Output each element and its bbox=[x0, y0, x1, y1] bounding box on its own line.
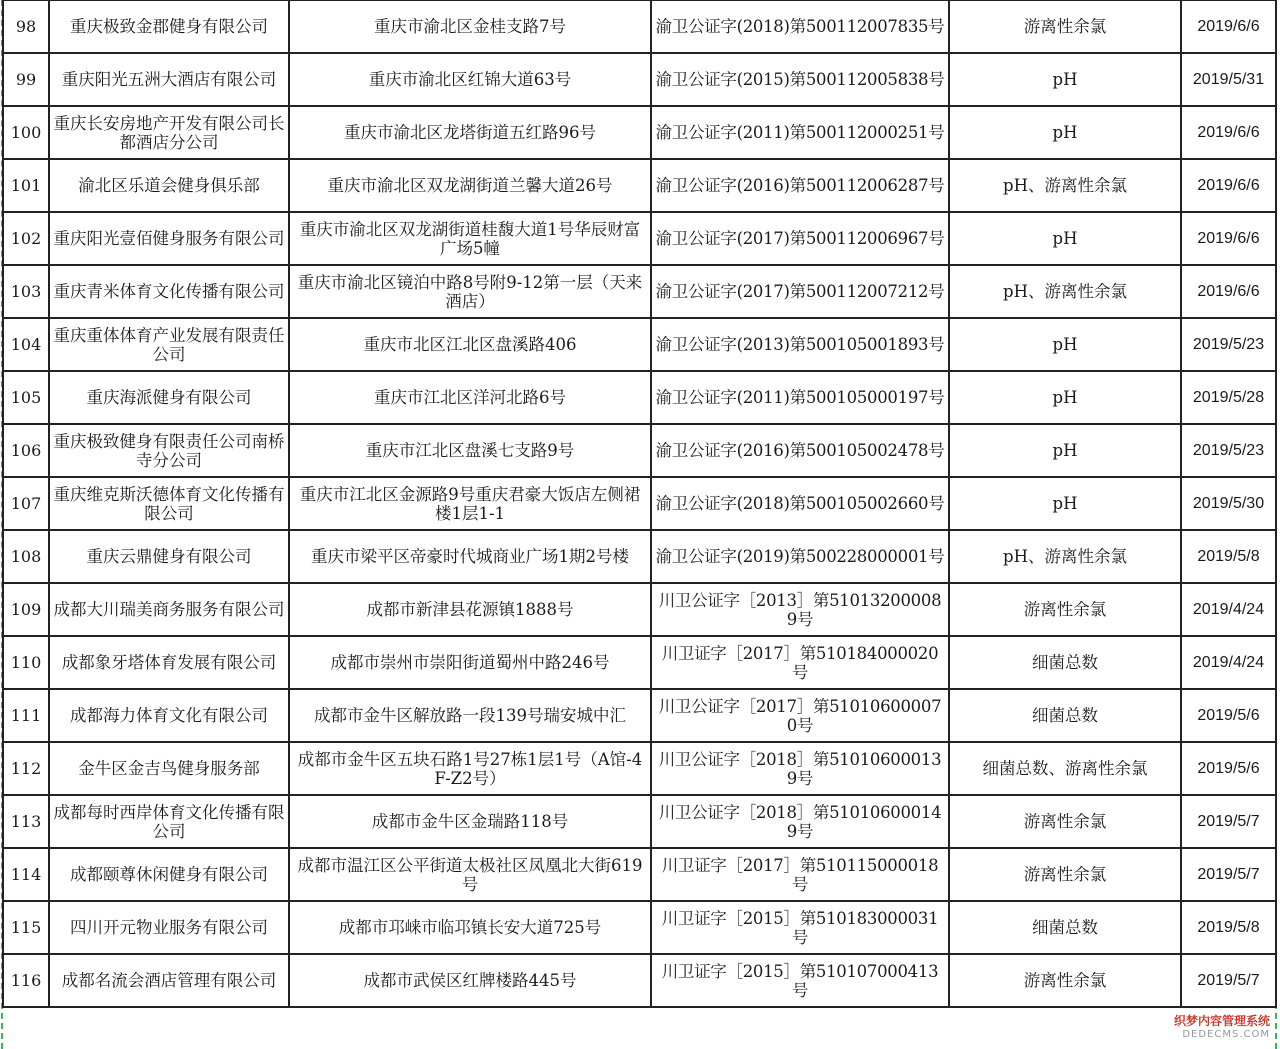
venue-name-cell: 重庆极致健身有限责任公司南桥寺分公司 bbox=[49, 424, 289, 477]
table-row bbox=[3, 424, 1276, 477]
failed-item-cell: pH、游离性余氯 bbox=[949, 265, 1181, 318]
failed-item-cell: pH bbox=[949, 318, 1181, 371]
watermark-en: DEDECMS.COM bbox=[1182, 1029, 1270, 1040]
row-number-cell: 108 bbox=[3, 530, 49, 583]
failed-item-cell: 细菌总数 bbox=[949, 636, 1181, 689]
table-row bbox=[3, 742, 1276, 795]
venue-address-cell: 重庆市渝北区红锦大道63号 bbox=[289, 53, 651, 106]
inspection-date-cell: 2019/5/8 bbox=[1181, 901, 1276, 954]
row-number-cell: 99 bbox=[3, 53, 49, 106]
license-number-cell: 渝卫公证字(2018)第500105002660号 bbox=[651, 477, 949, 530]
license-number-cell: 渝卫公证字(2011)第500105000197号 bbox=[651, 371, 949, 424]
license-number-cell: 渝卫公证字(2016)第500105002478号 bbox=[651, 424, 949, 477]
license-number-cell: 川卫公证字［2018］第510106000149号 bbox=[651, 795, 949, 848]
venue-name-cell: 重庆云鼎健身有限公司 bbox=[49, 530, 289, 583]
failed-item-cell: pH bbox=[949, 424, 1181, 477]
inspection-date-cell: 2019/4/24 bbox=[1181, 636, 1276, 689]
row-number-cell: 106 bbox=[3, 424, 49, 477]
failed-item-cell: pH bbox=[949, 106, 1181, 159]
row-number-cell: 114 bbox=[3, 848, 49, 901]
inspection-date-cell: 2019/6/6 bbox=[1181, 265, 1276, 318]
license-number-cell: 川卫证字［2015］第510183000031号 bbox=[651, 901, 949, 954]
license-number-cell: 川卫证字［2017］第510184000020号 bbox=[651, 636, 949, 689]
inspection-date-cell: 2019/6/6 bbox=[1181, 106, 1276, 159]
failed-item-cell: pH、游离性余氯 bbox=[949, 530, 1181, 583]
row-number-cell: 109 bbox=[3, 583, 49, 636]
table-row bbox=[3, 477, 1276, 530]
table-row bbox=[3, 901, 1276, 954]
venue-name-cell: 重庆阳光五洲大酒店有限公司 bbox=[49, 53, 289, 106]
venue-address-cell: 重庆市渝北区双龙湖街道兰馨大道26号 bbox=[289, 159, 651, 212]
table-row bbox=[3, 318, 1276, 371]
site-watermark bbox=[1174, 1015, 1270, 1041]
venue-address-cell: 成都市金牛区五块石路1号27栋1层1号（A馆-4F-Z2号） bbox=[289, 742, 651, 795]
inspection-date-cell: 2019/5/6 bbox=[1181, 742, 1276, 795]
failed-item-cell: 游离性余氯 bbox=[949, 954, 1181, 1007]
license-number-cell: 川卫公证字［2013］第510132000089号 bbox=[651, 583, 949, 636]
license-number-cell: 川卫公证字［2018］第510106000139号 bbox=[651, 742, 949, 795]
failed-item-cell: 细菌总数 bbox=[949, 689, 1181, 742]
venue-name-cell: 成都海力体育文化有限公司 bbox=[49, 689, 289, 742]
venue-name-cell: 重庆阳光壹佰健身服务有限公司 bbox=[49, 212, 289, 265]
table-row bbox=[3, 636, 1276, 689]
inspection-date-cell: 2019/4/24 bbox=[1181, 583, 1276, 636]
venue-address-cell: 重庆市江北区洋河北路6号 bbox=[289, 371, 651, 424]
failed-item-cell: 游离性余氯 bbox=[949, 848, 1181, 901]
venue-address-cell: 重庆市渝北区龙塔街道五红路96号 bbox=[289, 106, 651, 159]
license-number-cell: 渝卫公证字(2016)第500112006287号 bbox=[651, 159, 949, 212]
inspection-date-cell: 2019/5/30 bbox=[1181, 477, 1276, 530]
venue-name-cell: 成都大川瑞美商务服务有限公司 bbox=[49, 583, 289, 636]
row-number-cell: 107 bbox=[3, 477, 49, 530]
table-row bbox=[3, 954, 1276, 1007]
table-row bbox=[3, 106, 1276, 159]
venue-address-cell: 成都市崇州市崇阳街道蜀州中路246号 bbox=[289, 636, 651, 689]
failed-item-cell: 游离性余氯 bbox=[949, 795, 1181, 848]
inspection-date-cell: 2019/6/6 bbox=[1181, 159, 1276, 212]
license-number-cell: 渝卫公证字(2013)第500105001893号 bbox=[651, 318, 949, 371]
table-row bbox=[3, 371, 1276, 424]
inspection-date-cell: 2019/5/7 bbox=[1181, 795, 1276, 848]
license-number-cell: 川卫公证字［2017］第510106000070号 bbox=[651, 689, 949, 742]
inspection-date-cell: 2019/5/31 bbox=[1181, 53, 1276, 106]
venue-name-cell: 成都颐尊休闲健身有限公司 bbox=[49, 848, 289, 901]
venue-name-cell: 重庆维克斯沃德体育文化传播有限公司 bbox=[49, 477, 289, 530]
inspection-date-cell: 2019/5/23 bbox=[1181, 424, 1276, 477]
table-row bbox=[3, 265, 1276, 318]
venue-address-cell: 重庆市江北区金源路9号重庆君豪大饭店左侧裙楼1层1-1 bbox=[289, 477, 651, 530]
venue-address-cell: 成都市温江区公平街道太极社区凤凰北大街619号 bbox=[289, 848, 651, 901]
failed-item-cell: 细菌总数、游离性余氯 bbox=[949, 742, 1181, 795]
venue-name-cell: 四川开元物业服务有限公司 bbox=[49, 901, 289, 954]
table-row bbox=[3, 689, 1276, 742]
row-number-cell: 110 bbox=[3, 636, 49, 689]
inspection-date-cell: 2019/5/8 bbox=[1181, 530, 1276, 583]
venue-name-cell: 成都每时西岸体育文化传播有限公司 bbox=[49, 795, 289, 848]
row-number-cell: 104 bbox=[3, 318, 49, 371]
venue-address-cell: 成都市新津县花源镇1888号 bbox=[289, 583, 651, 636]
license-number-cell: 渝卫公证字(2015)第500112005838号 bbox=[651, 53, 949, 106]
license-number-cell: 渝卫公证字(2019)第500228000001号 bbox=[651, 530, 949, 583]
license-number-cell: 川卫证字［2015］第510107000413号 bbox=[651, 954, 949, 1007]
venue-name-cell: 重庆青米体育文化传播有限公司 bbox=[49, 265, 289, 318]
table-row bbox=[3, 530, 1276, 583]
license-number-cell: 渝卫公证字(2018)第500112007835号 bbox=[651, 0, 949, 53]
table-row bbox=[3, 53, 1276, 106]
license-number-cell: 渝卫公证字(2011)第500112000251号 bbox=[651, 106, 949, 159]
row-number-cell: 103 bbox=[3, 265, 49, 318]
table-row bbox=[3, 795, 1276, 848]
failed-item-cell: 游离性余氯 bbox=[949, 0, 1181, 53]
row-number-cell: 115 bbox=[3, 901, 49, 954]
license-number-cell: 川卫证字［2017］第510115000018号 bbox=[651, 848, 949, 901]
inspection-date-cell: 2019/6/6 bbox=[1181, 0, 1276, 53]
failed-item-cell: pH、游离性余氯 bbox=[949, 159, 1181, 212]
row-number-cell: 98 bbox=[3, 0, 49, 53]
venue-name-cell: 成都名流会酒店管理有限公司 bbox=[49, 954, 289, 1007]
inspection-table bbox=[2, 0, 1277, 1008]
venue-address-cell: 成都市金牛区金瑞路118号 bbox=[289, 795, 651, 848]
row-number-cell: 111 bbox=[3, 689, 49, 742]
inspection-date-cell: 2019/5/23 bbox=[1181, 318, 1276, 371]
row-number-cell: 100 bbox=[3, 106, 49, 159]
venue-name-cell: 重庆长安房地产开发有限公司长都酒店分公司 bbox=[49, 106, 289, 159]
venue-name-cell: 渝北区乐道会健身俱乐部 bbox=[49, 159, 289, 212]
inspection-date-cell: 2019/5/28 bbox=[1181, 371, 1276, 424]
venue-address-cell: 重庆市北区江北区盘溪路406 bbox=[289, 318, 651, 371]
table-row bbox=[3, 583, 1276, 636]
venue-name-cell: 重庆重体体育产业发展有限责任公司 bbox=[49, 318, 289, 371]
row-number-cell: 113 bbox=[3, 795, 49, 848]
table-row bbox=[3, 212, 1276, 265]
venue-name-cell: 金牛区金吉鸟健身服务部 bbox=[49, 742, 289, 795]
venue-address-cell: 重庆市梁平区帝豪时代城商业广场1期2号楼 bbox=[289, 530, 651, 583]
table-row bbox=[3, 848, 1276, 901]
failed-item-cell: pH bbox=[949, 53, 1181, 106]
row-number-cell: 102 bbox=[3, 212, 49, 265]
venue-name-cell: 重庆极致金郡健身有限公司 bbox=[49, 0, 289, 53]
table-row bbox=[3, 159, 1276, 212]
table-body bbox=[3, 0, 1276, 1007]
license-number-cell: 渝卫公证字(2017)第500112006967号 bbox=[651, 212, 949, 265]
row-number-cell: 112 bbox=[3, 742, 49, 795]
watermark-cn: 织梦内容管理系统 bbox=[1173, 1014, 1270, 1028]
inspection-date-cell: 2019/5/7 bbox=[1181, 954, 1276, 1007]
failed-item-cell: pH bbox=[949, 212, 1181, 265]
venue-name-cell: 成都象牙塔体育发展有限公司 bbox=[49, 636, 289, 689]
failed-item-cell: 游离性余氯 bbox=[949, 583, 1181, 636]
failed-item-cell: pH bbox=[949, 477, 1181, 530]
failed-item-cell: pH bbox=[949, 371, 1181, 424]
row-number-cell: 101 bbox=[3, 159, 49, 212]
inspection-date-cell: 2019/5/7 bbox=[1181, 848, 1276, 901]
venue-address-cell: 重庆市渝北区双龙湖街道桂馥大道1号华辰财富广场5幢 bbox=[289, 212, 651, 265]
inspection-date-cell: 2019/6/6 bbox=[1181, 212, 1276, 265]
venue-address-cell: 成都市邛崃市临邛镇长安大道725号 bbox=[289, 901, 651, 954]
failed-item-cell: 细菌总数 bbox=[949, 901, 1181, 954]
row-number-cell: 105 bbox=[3, 371, 49, 424]
row-number-cell: 116 bbox=[3, 954, 49, 1007]
license-number-cell: 渝卫公证字(2017)第500112007212号 bbox=[651, 265, 949, 318]
inspection-date-cell: 2019/5/6 bbox=[1181, 689, 1276, 742]
venue-address-cell: 重庆市渝北区镜泊中路8号附9-12第一层（天来酒店） bbox=[289, 265, 651, 318]
venue-name-cell: 重庆海派健身有限公司 bbox=[49, 371, 289, 424]
venue-address-cell: 成都市金牛区解放路一段139号瑞安城中汇 bbox=[289, 689, 651, 742]
venue-address-cell: 重庆市渝北区金桂支路7号 bbox=[289, 0, 651, 53]
venue-address-cell: 成都市武侯区红牌楼路445号 bbox=[289, 954, 651, 1007]
venue-address-cell: 重庆市江北区盘溪七支路9号 bbox=[289, 424, 651, 477]
table-row bbox=[3, 0, 1276, 53]
